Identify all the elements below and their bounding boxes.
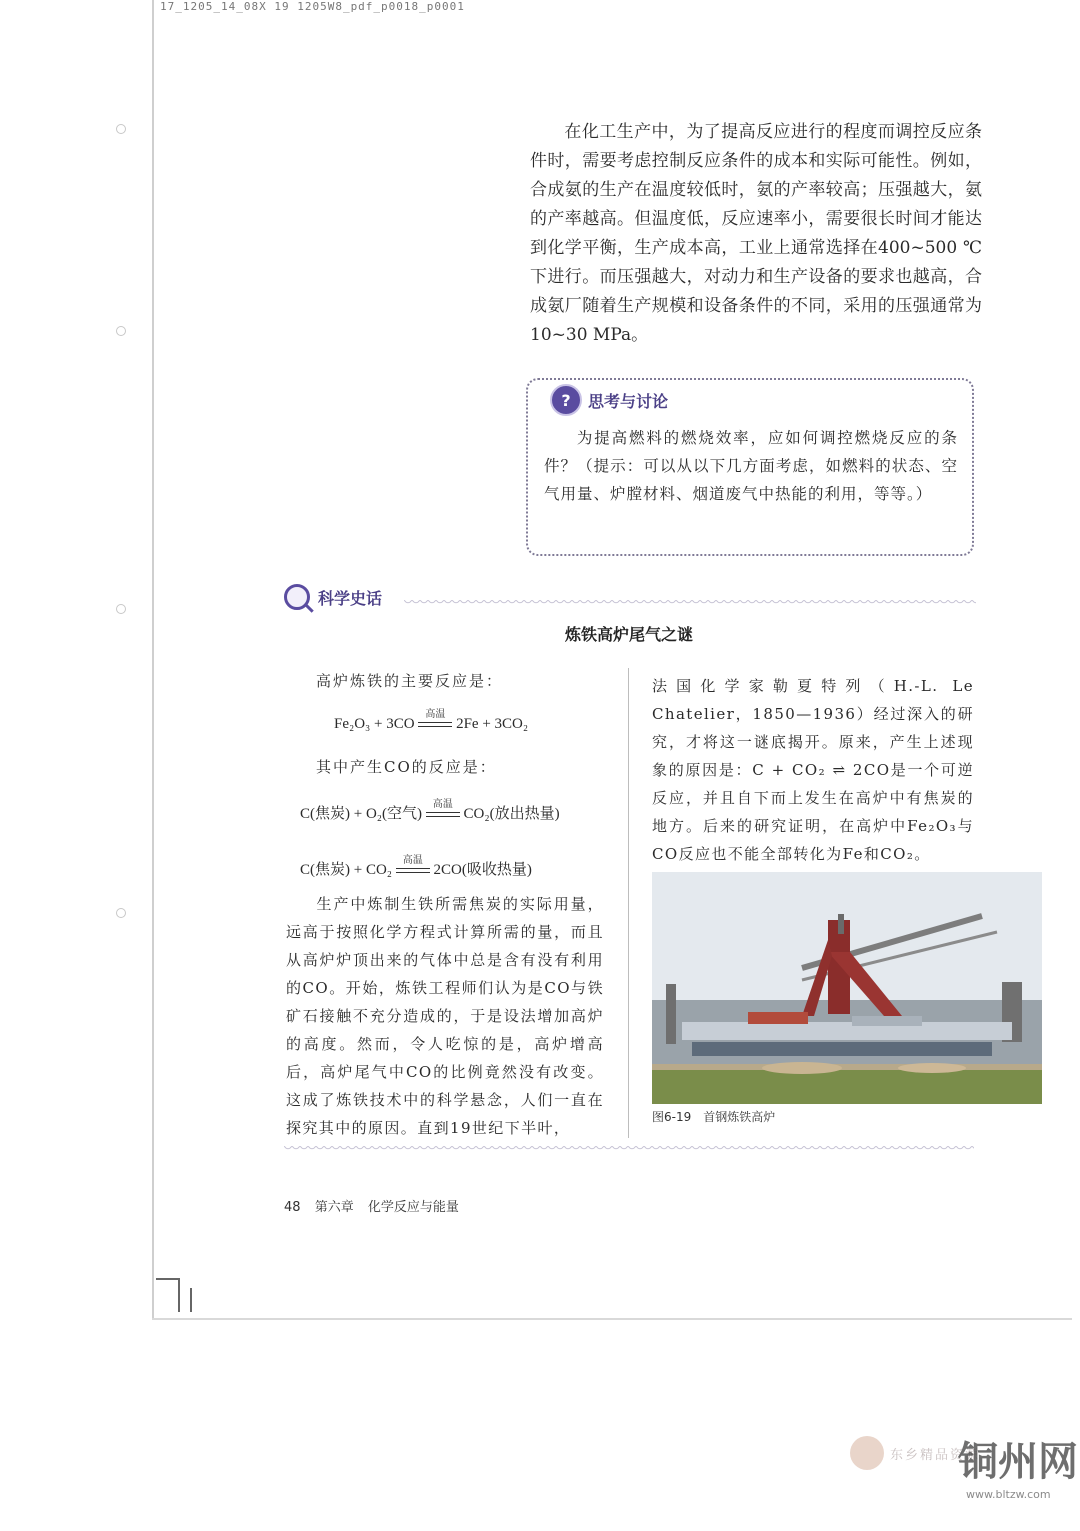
blast-furnace-photo — [652, 872, 1042, 1104]
scan-filename-header: 17_1205_14_08X 19 1205W8_pdf_p0018_p0001 — [160, 0, 465, 13]
binding-hole — [116, 124, 126, 134]
question-badge-icon: ? — [550, 384, 582, 416]
double-arrow-icon: 高温 — [426, 810, 460, 820]
wechat-logo-icon — [850, 1436, 884, 1470]
chapter-label: 第六章 — [314, 1200, 354, 1215]
co-reaction-intro: 其中产生CO的反应是： — [316, 758, 497, 776]
equation-2: C(焦炭) + O₂(空气) 高温 CO₂(放出热量) — [300, 798, 560, 822]
wavy-divider-bottom — [284, 1146, 974, 1152]
page-number: 48 — [284, 1200, 301, 1215]
watermark-url: www.bltzw.com — [966, 1488, 1051, 1501]
crop-mark — [178, 1278, 180, 1312]
double-arrow-icon: 高温 — [418, 720, 452, 730]
reaction-intro: 高炉炼铁的主要反应是： — [316, 672, 504, 690]
column-divider — [628, 668, 629, 1138]
figure-caption: 图6-19 首钢炼铁高炉 — [652, 1110, 776, 1124]
binding-hole — [116, 326, 126, 336]
science-history-label: 科学史话 — [318, 588, 383, 608]
equation-1: Fe₂O₃ + 3CO 高温 2Fe + 3CO₂ — [334, 708, 529, 732]
equation-3: C(焦炭) + CO₂ 高温 2CO(吸收热量) — [300, 854, 532, 878]
double-arrow-icon: 高温 — [396, 866, 430, 876]
page-left-edge — [152, 0, 154, 1320]
binding-hole — [116, 908, 126, 918]
science-history-header — [284, 584, 382, 610]
blast-furnace-illustration — [652, 872, 1042, 1104]
magnifier-icon — [284, 584, 310, 610]
watermark-account: 东乡精品资源 — [890, 1447, 981, 1463]
think-discuss-heading: ? 思考与讨论 — [550, 384, 668, 416]
think-discuss-box — [526, 378, 974, 556]
watermark-brand: 铜州网 — [958, 1438, 1078, 1485]
page-footer — [284, 1196, 469, 1215]
think-discuss-text: 为提高燃料的燃烧效率，应如何调控燃烧反应的条件？（提示：可以从以下几方面考虑，如燃料的状态、空气用量、炉膛材料、烟道废气中热能的利用，等等。） — [544, 429, 958, 503]
page-bottom-edge — [152, 1318, 1072, 1320]
crop-mark — [190, 1288, 192, 1312]
binding-hole — [116, 604, 126, 614]
wavy-divider — [404, 600, 976, 606]
crop-mark — [156, 1278, 178, 1280]
right-paragraph: 法国化学家勒夏特列（H.-L. Le Chatelier，1850—1936）经过深入的研究，才将这一谜底揭开。原来，产生上述现象的原因是：C + CO₂ ⇌ 2CO是一个可逆反应，并且自下而上发生在高炉中有焦炭的地方。后来的研究证明，在高炉中Fe₂O₃与CO反应也不能全部转化为Fe和CO₂。 — [652, 677, 974, 863]
intro-paragraph: 在化工生产中，为了提高反应进行的程度而调控反应条件时，需要考虑控制反应条件的成本和实际可能性。例如，合成氨的生产在温度较低时，氨的产率较高；压强越大，氨的产率越高。但温度低，反应速率小，需要很长时间才能达到化学平衡，生产成本高，工业上通常选择在400~500 ℃下进行。而压强越大，对动力和生产设备的要求也越高，合成氨厂随着生产规模和设备条件的不同，采用的压强通常为10~30 MPa。 — [530, 122, 982, 345]
chapter-title: 化学反应与能量 — [367, 1200, 459, 1215]
story-title: 炼铁高炉尾气之谜 — [564, 625, 693, 644]
left-paragraph: 生产中炼制生铁所需焦炭的实际用量，远高于按照化学方程式计算所需的量，而且从高炉炉顶出来的气体中总是含有没有利用的CO。开始，炼铁工程师们认为是CO与铁矿石接触不充分造成的，于是设法增加高炉的高度。然而，令人吃惊的是，高炉增高后，高炉尾气中CO的比例竟然没有改变。这成了炼铁技术中的科学悬念，人们一直在探究其中的原因。直到19世纪下半叶， — [286, 895, 604, 1137]
